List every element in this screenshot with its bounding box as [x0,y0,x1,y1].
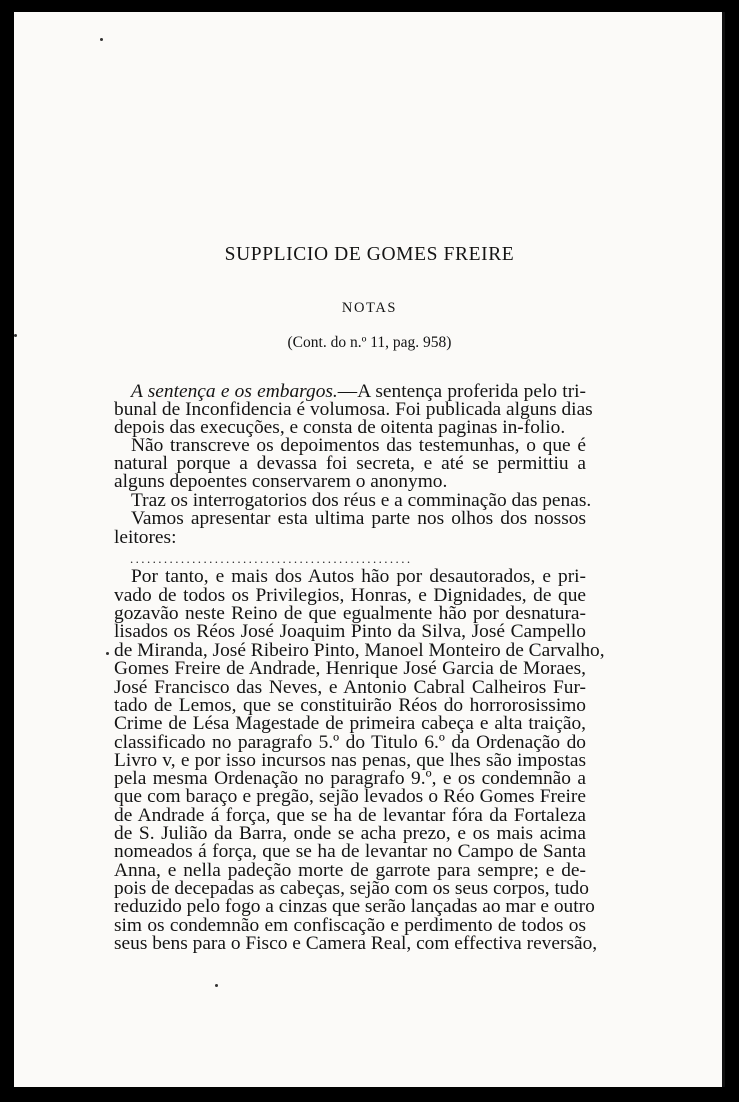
text-line: pois de decepadas as cabeças, sejão com os seus corpos, tudo [114,878,589,899]
text-line: bunal de Inconfidencia é volumosa. Foi publicada alguns dias [114,399,593,420]
text-line: Crime de Lésa Magestade de primeira cabeça e alta traição, [114,713,586,734]
text-line: depois das execuções, e consta de oitenta paginas in-folio. [114,417,566,438]
text-line: leitores: [114,527,177,548]
section-subtitle: NOTAS [341,300,398,316]
text-line: de S. Julião da Barra, onde se acha prezo, e os mais acima [114,823,586,844]
text-line: nomeados á força, que se ha de levantar no Campo de Santa [114,841,586,862]
document-page [14,12,725,1087]
text-line: de Andrade á força, que se ha de levantar fóra da Fortaleza [114,805,586,826]
text-line: alguns depoentes conservarem o anonymo. [114,471,448,492]
italic-lead: A sentença e os embargos. [131,381,338,402]
text-line: José Francisco das Neves, e Antonio Cabral Calheiros Fur- [114,677,586,698]
text-line: Por tanto, e mais dos Autos hão por desautorados, e pri- [131,566,586,587]
text-line: Anna, e nella padeção morte de garrote para sempre; e de- [114,860,586,881]
text-run: —A sentença proferida pelo tri- [337,381,586,402]
text-line: sim os condemnão em confiscação e perdimento de todos os [114,915,586,936]
text-line: Vamos apresentar esta ultima parte nos olhos dos nossos [131,508,586,529]
text-line: Gomes Freire de Andrade, Henrique José Garcia de Moraes, [114,658,586,679]
text-line: gozavão neste Reino de que egualmente hão por desnatura- [114,603,586,624]
text-line: classificado no paragrafo 5.º do Titulo 6.º da Ordenação do [114,732,586,753]
text-line: Não transcreve os depoimentos das testemunhas, o que é [131,435,586,456]
text-line: natural porque a devassa foi secreta, e até se permittiu a [114,453,586,474]
text-line: seus bens para o Fisco e Camera Real, com effectiva reversão, [114,933,598,954]
continuation-note: (Cont. do n.º 11, pag. 958) [287,334,452,351]
text-line: vado de todos os Privilegios, Honras, e Dignidades, de que [114,585,586,606]
text-line: de Miranda, José Ribeiro Pinto, Manoel Monteiro de Carvalho, [114,640,605,661]
ink-speck [106,652,109,655]
text-line: pela mesma Ordenação no paragrafo 9.º, e os condemnão a [114,768,586,789]
text-line: Livro v, e por isso incursos nas penas, que lhes são impostas [114,750,586,771]
text-line: que com baraço e pregão, sejão levados o Réo Gomes Freire [114,786,586,807]
text-line: lisados os Réos José Joaquim Pinto da Silva, José Campello [114,621,586,642]
ink-speck [100,38,103,41]
ink-speck [215,984,218,987]
text-line: reduzido pelo fogo a cinzas que serão lançadas ao mar e outro [114,896,595,917]
text-line: Traz os interrogatorios dos réus e a comminação das penas. [131,490,592,511]
article-title: SUPPLICIO DE GOMES FREIRE [224,244,515,265]
text-line: tado de Lemos, que se constituirão Réos do horrorosissimo [114,695,586,716]
omission-dots: .................................................. [130,551,413,566]
